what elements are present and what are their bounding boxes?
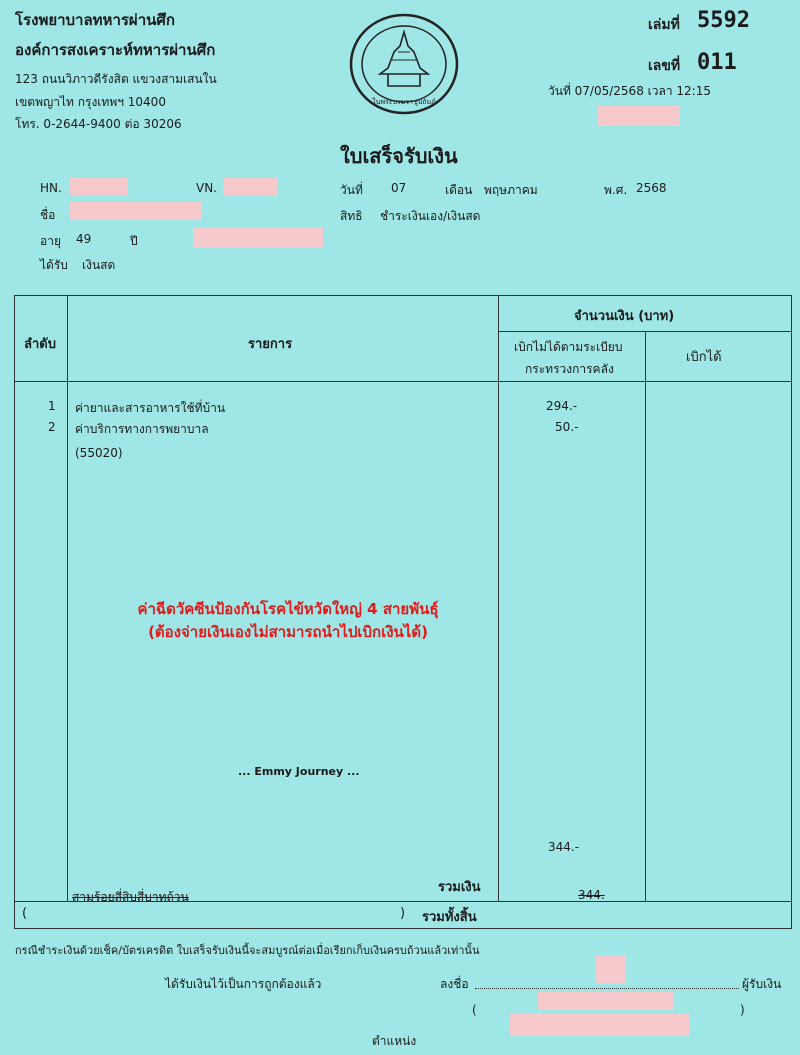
row-2-no: 2 (48, 420, 56, 434)
rights-value: ชำระเงินเอง/เงินสด (380, 209, 481, 223)
subtotal-value: 344.- (548, 840, 580, 854)
col-header-amount: จำนวนเงิน (บาท) (574, 309, 675, 324)
book-value: 5592 (697, 8, 750, 33)
svg-text:ในพระบรมราชูปถัมภ์: ในพระบรมราชูปถัมภ์ (372, 98, 436, 106)
hn-redaction (70, 178, 128, 195)
age-unit: ปี (130, 234, 138, 248)
received-confirmation: ได้รับเงินไว้เป็นการถูกต้องแล้ว (165, 977, 322, 991)
name-redaction-footer (510, 1014, 690, 1036)
vn-redaction (223, 178, 277, 195)
date-year: 2568 (636, 181, 667, 195)
row-1-amount: 294.- (546, 399, 578, 413)
date-year-label: พ.ศ. (604, 183, 628, 197)
date-day-label: วันที่ (340, 183, 363, 197)
hn-label: HN. (40, 181, 62, 195)
signer-redaction (538, 992, 674, 1010)
signer-paren-open: ( (472, 1003, 477, 1017)
row-2-item: ค่าบริการทางการพยาบาล (75, 422, 209, 436)
receiver-label: ผู้รับเงิน (742, 977, 782, 991)
row-1-item: ค่ายาและสารอาหารใช้ที่บ้าน (75, 401, 226, 415)
book-label: เล่มที่ (648, 17, 680, 33)
number-label: เลขที่ (648, 58, 681, 74)
number-value: 011 (697, 50, 737, 75)
rights-label: สิทธิ (340, 209, 363, 223)
vaccine-note-line-1: ค่าฉีดวัคซีนป้องกันโรคไข้หวัดใหญ่ 4 สายพันธุ์ (137, 600, 439, 618)
paren-open: ( (22, 906, 28, 921)
document-title: ใบเสร็จรับเงิน (340, 144, 458, 168)
signature-redaction (596, 955, 626, 983)
name-redaction (70, 202, 202, 220)
vn-label: VN. (196, 181, 217, 195)
signature-line (475, 988, 739, 989)
paren-close: ) (400, 906, 406, 921)
signer-paren-close: ) (740, 1003, 745, 1017)
hospital-phone: โทร. 0-2644-9400 ต่อ 30206 (15, 117, 182, 131)
col-header-claim: เบิกได้ (686, 350, 722, 365)
col-header-item: รายการ (248, 337, 293, 352)
col-header-nonclaim-2: กระทรวงการคลัง (525, 362, 614, 376)
item-code: (55020) (75, 446, 123, 460)
signature-label: ลงชื่อ (440, 977, 469, 991)
hospital-address-1: 123 ถนนวิภาวดีรังสิต แขวงสามเสนใน (15, 72, 217, 86)
received-label: ได้รับ (40, 258, 68, 272)
redaction-box (598, 106, 680, 126)
age-value: 49 (76, 232, 92, 246)
received-value: เงินสด (82, 258, 116, 272)
amount-in-words: สามร้อยสี่สิบสี่บาทถ้วน (72, 890, 189, 904)
hospital-org: องค์การสงเคราะห์ทหารผ่านศึก (15, 41, 216, 59)
col-header-nonclaim-1: เบิกไม่ได้ตามระเบียบ (514, 340, 623, 354)
row-2-amount: 50.- (555, 420, 579, 434)
date-month: พฤษภาคม (484, 183, 538, 197)
hospital-address-2: เขตพญาไท กรุงเทพฯ 10400 (15, 95, 166, 109)
age-redaction (193, 228, 323, 248)
hospital-seal-logo (348, 12, 460, 116)
watermark-text: ... Emmy Journey ... (238, 765, 360, 778)
total-value: 344. (578, 888, 605, 902)
issued-datetime: วันที่ 07/05/2568 เวลา 12:15 (548, 84, 711, 98)
total-label: รวมทั้งสิ้น (422, 910, 477, 925)
date-day: 07 (391, 181, 407, 195)
payment-note: กรณีชำระเงินด้วยเช็ค/บัตรเครดิต ใบเสร็จรับเงินนี้จะสมบูรณ์ต่อเมื่อเรียกเก็บเงินครบถ้วนแล้วเท่านั้น (15, 944, 480, 957)
hospital-name: โรงพยาบาลทหารผ่านศึก (15, 11, 175, 29)
position-label: ตำแหน่ง (372, 1034, 417, 1048)
vaccine-note-line-2: (ต้องจ่ายเงินเองไม่สามารถนำไปเบิกเงินได้) (148, 623, 428, 641)
subtotal-label: รวมเงิน (438, 880, 481, 895)
age-label: อายุ (40, 234, 61, 248)
row-1-no: 1 (48, 399, 56, 413)
col-header-no: ลำดับ (24, 337, 56, 352)
date-month-label: เดือน (445, 183, 473, 197)
name-label: ชื่อ (40, 208, 56, 222)
